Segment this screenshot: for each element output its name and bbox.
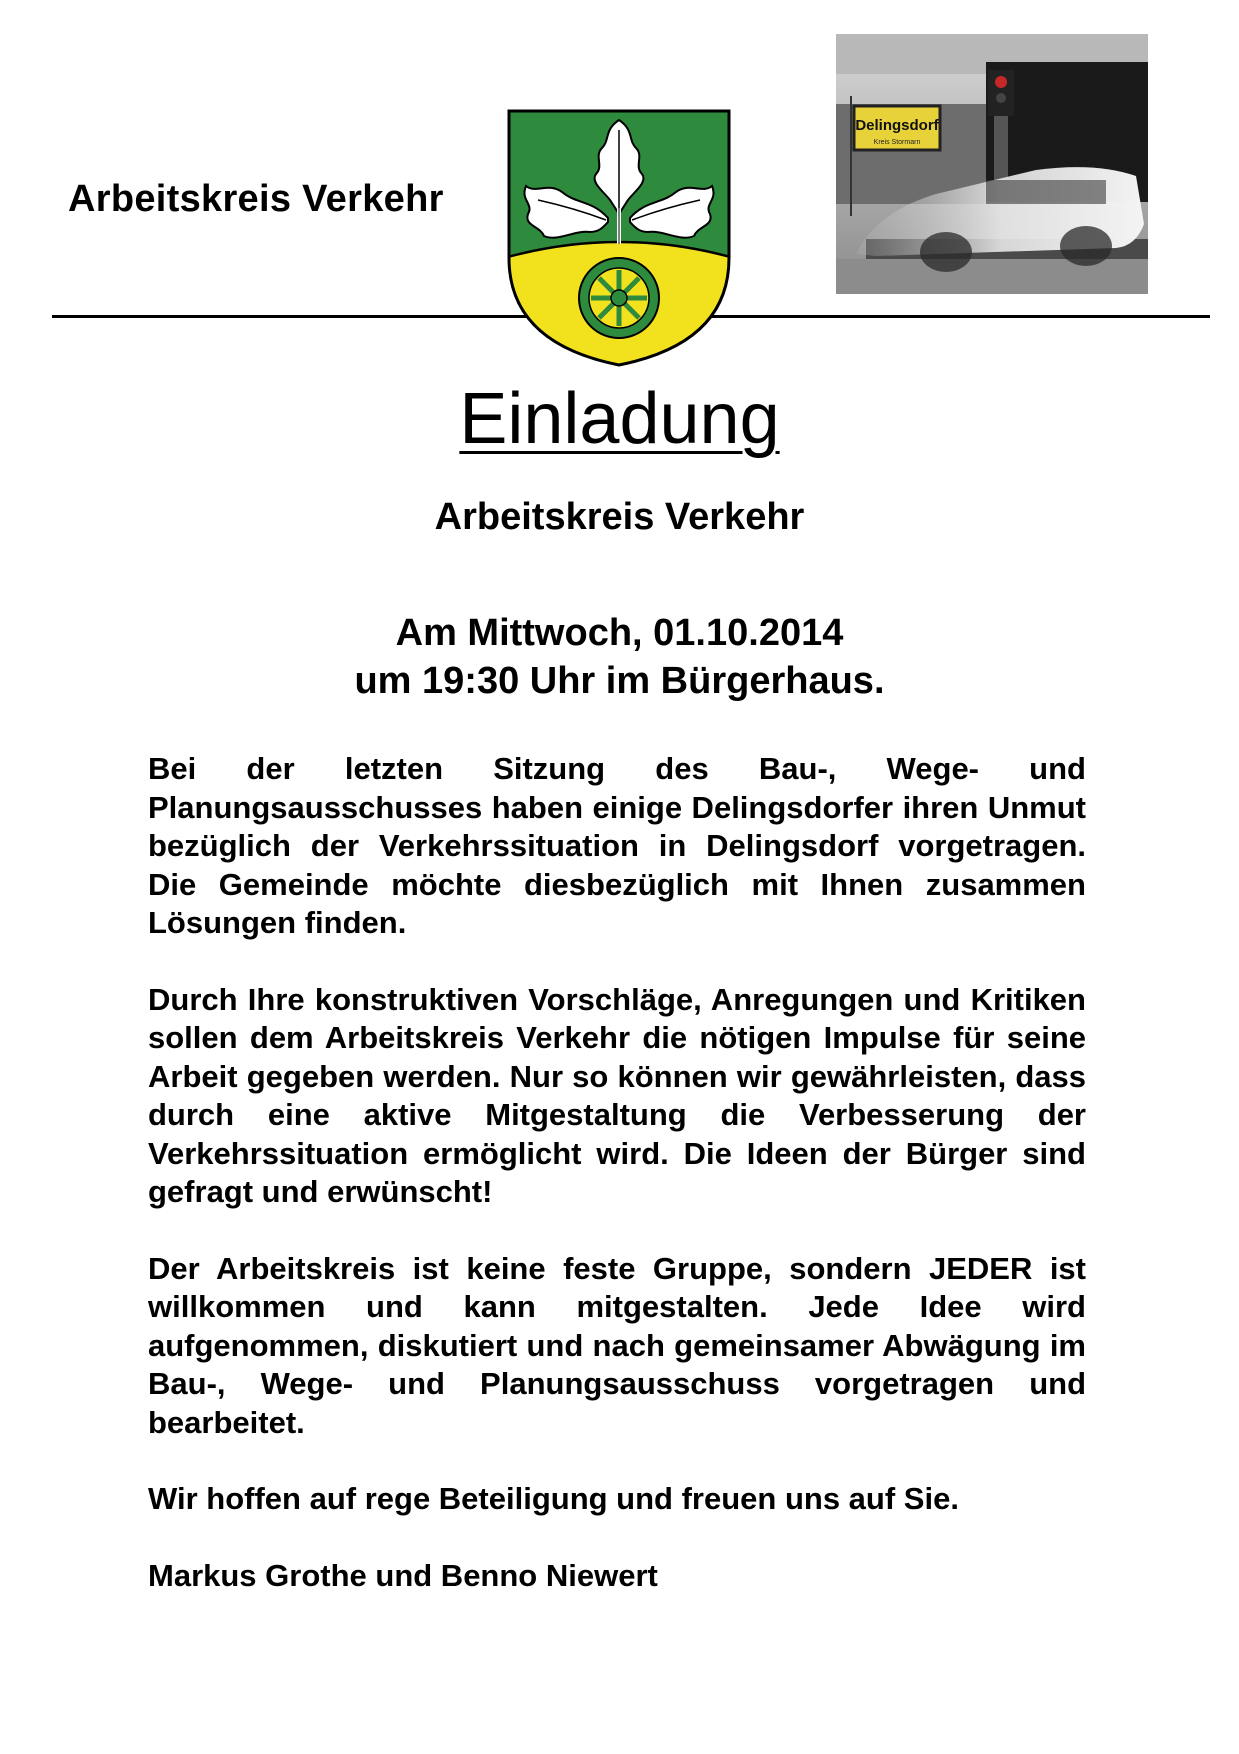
traffic-photo [836,34,1148,294]
paragraph-2: Durch Ihre konstruktiven Vorschläge, Anregungen und Kritiken sollen dem Arbeitskreis Verkehr die nötigen Impulse für seine Arbeit gegeben werden. Nur so können wir gewährleisten, dass durch eine aktive Mitgestaltung die Verbesserung der Verkehrssituation ermöglicht wird. Die Ideen der Bürger sind gefragt und erwünscht! [148,981,1086,1209]
page-title: Einladung [459,379,780,459]
paragraph-3: Der Arbeitskreis ist keine feste Gruppe, sondern JEDER ist willkommen und kann mitgestalten. Jede Idee wird aufgenommen, diskutiert und nach gemeinsamer Abwägung im Bau-, Wege- und Planungsausschuss vorgetragen und bearbeitet. [148,1250,1086,1440]
body-text [148,750,1086,1633]
coat-of-arms-icon [504,108,734,368]
sign-text: Delingsdorf [855,117,939,134]
paragraph-1: Bei der letzten Sitzung des Bau-, Wege- und Planungsausschusses haben einige Delingsdorfer ihren Unmut bezüglich der Verkehrssituation in Delingsdorf vorgetragen. Die Gemeinde möchte diesbezüglich mit Ihnen zusammen Lösungen finden. [148,751,1086,940]
closing-line: Wir hoffen auf rege Beteiligung und freuen uns auf Sie. [148,1481,959,1516]
subtitle: Arbeitskreis Verkehr [434,496,805,538]
event-time-line: um 19:30 Uhr im Bürgerhaus. [354,660,885,702]
header-label: Arbeitskreis Verkehr [68,178,444,220]
event-date-line: Am Mittwoch, 01.10.2014 [395,612,844,654]
signature: Markus Grothe und Benno Niewert [148,1557,658,1593]
sign-subtext: Kreis Stormarn [873,139,921,146]
event-time [0,609,1239,705]
